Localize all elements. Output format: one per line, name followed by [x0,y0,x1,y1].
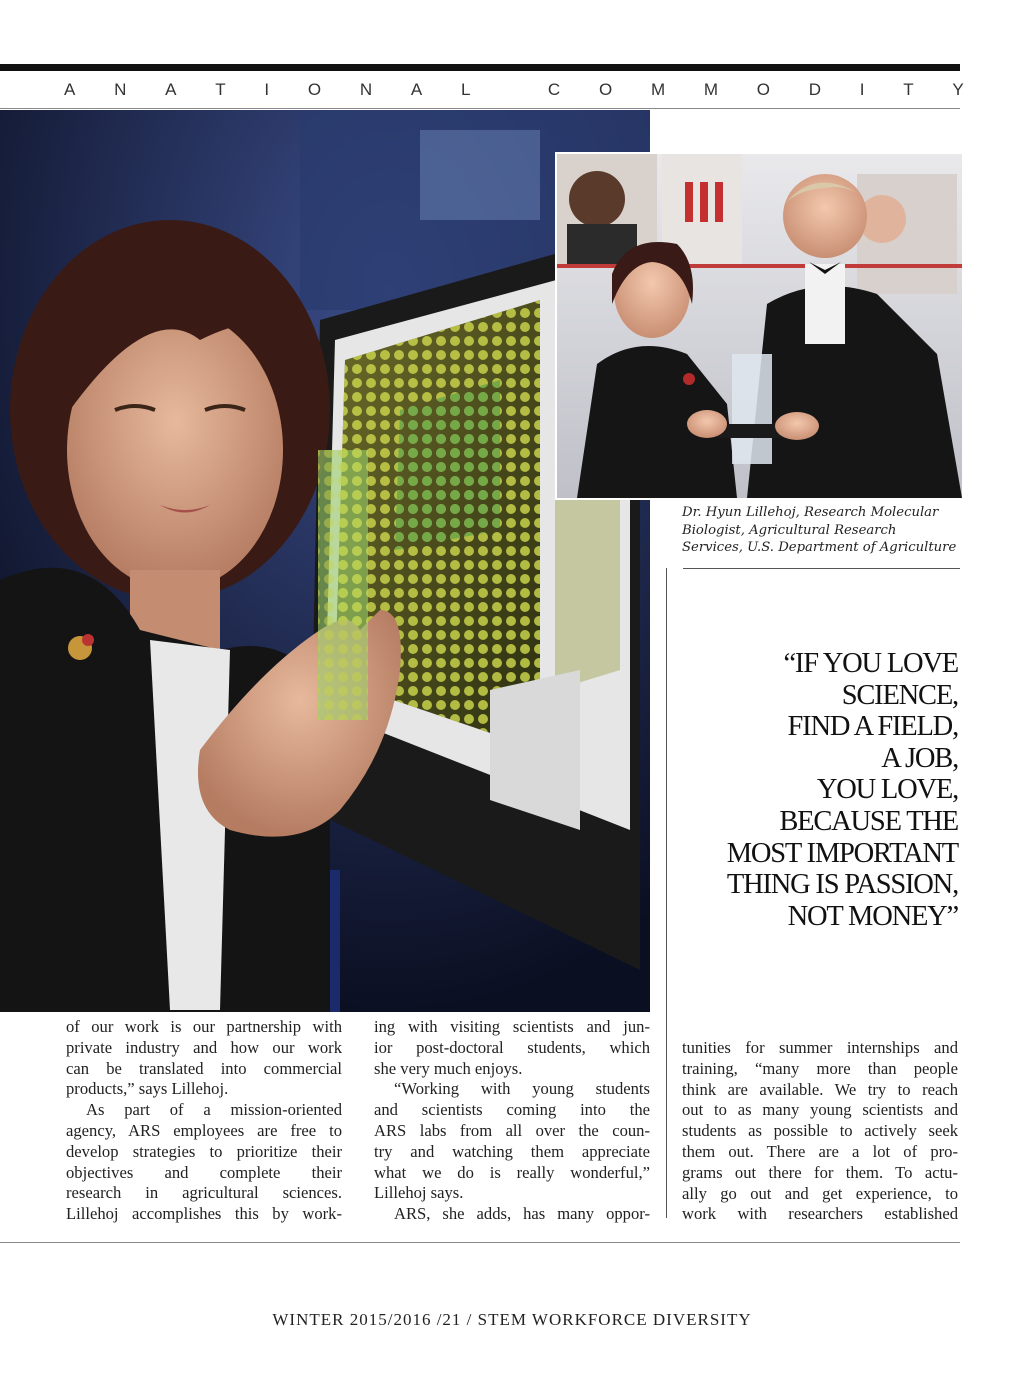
body-line: As part of a mission-oriented [86,1100,342,1120]
body-line: out to as many young scientists and [682,1100,958,1120]
body-line: private industry and how our work [66,1037,342,1057]
photo-caption [682,504,964,557]
kicker-rule [0,108,960,109]
pull-quote-line: THING IS PASSION, [726,869,958,901]
body-line: “Working with young students [394,1079,650,1099]
caption-line: Services, U.S. Department of Agriculture [682,540,957,555]
pull-quote-line: “IF YOU LOVE [783,648,958,679]
kicker-letter: L [460,80,471,99]
kicker-letter: O [598,80,613,99]
kicker-letter: I [264,80,270,99]
kicker-letter: Y [952,80,964,99]
body-line: ing with visiting scientists and jun- [374,1017,650,1036]
kicker-letter: A [165,80,177,99]
body-line: research in agricultural sciences. [66,1183,342,1203]
body-line: think are available. We try to reach [682,1079,958,1099]
kicker-letter: M [703,80,719,99]
body-line: work with researchers established [682,1204,958,1224]
column-divider [666,568,667,1218]
body-line: students as possible to actively seek [682,1121,958,1141]
kicker-letter: C [547,80,561,99]
body-line: objectives and complete their [66,1162,342,1182]
kicker-letter: T [903,80,914,99]
pull-quote-line: YOU LOVE, [816,774,958,806]
kicker-letter: I [859,80,865,99]
section-kicker [64,80,964,100]
pull-quote-line: BECAUSE THE [779,805,958,837]
body-line: ARS, she adds, has many oppor- [394,1204,650,1224]
kicker-letter: O [756,80,771,99]
body-line: ARS labs from all over the coun- [374,1120,650,1140]
body-line: develop strategies to prioritize their [66,1141,342,1161]
kicker-letter: D [808,80,822,99]
pull-quote-line: SCIENCE, [841,679,958,711]
body-line: Lillehoj says. [374,1183,464,1203]
kicker-letter: A [64,80,76,99]
kicker-letter: N [359,80,373,99]
body-line: try and watching them appreciate [374,1141,650,1161]
body-line: tunities for summer internships and [682,1038,958,1057]
body-line: ior post-doctoral students, which [374,1037,650,1057]
pull-quote-line: A JOB, [881,742,958,774]
bottom-rule [0,1242,960,1243]
main-photo [0,110,650,1012]
caption-rule [683,568,960,569]
body-line: ally go out and get experience, to [682,1183,958,1203]
body-line: of our work is our partnership with [66,1017,342,1036]
body-line: she very much enjoys. [374,1058,523,1078]
body-column-1 [66,1017,342,1225]
kicker-letter: T [215,80,226,99]
body-line: what we do is really wonderful,” [374,1162,650,1182]
pull-quote-line: MOST IMPORTANT [726,837,958,869]
body-line: Lillehoj accomplishes this by work- [66,1204,342,1224]
body-line: training, “many more than people [682,1058,958,1078]
top-rule [0,64,960,71]
body-line: them out. There are a lot of pro- [682,1141,958,1161]
pull-quote-line: NOT MONEY” [787,900,958,932]
body-line: agency, ARS employees are free to [66,1120,342,1140]
pull-quote [672,648,958,932]
body-column-2 [374,1017,650,1225]
kicker-letter: N [114,80,127,99]
pull-quote-line: FIND A FIELD, [787,711,958,743]
kicker-letter: M [650,80,666,99]
body-line: and scientists coming into the [374,1100,650,1120]
kicker-letter: A [410,80,423,99]
inset-photo [555,152,964,500]
caption-line: Dr. Hyun Lillehoj, Research Molecular [682,505,939,520]
body-line: can be translated into commercial [66,1058,342,1078]
body-column-3 [682,1038,958,1225]
page-footer: WINTER 2015/2016 /21 / STEM WORKFORCE DIVERSITY [272,1310,752,1329]
body-line: grams out there for them. To actu- [682,1162,958,1182]
body-line: products,” says Lillehoj. [66,1079,229,1099]
caption-line: Biologist, Agricultural Research [682,522,897,538]
kicker-letter: O [307,80,322,99]
